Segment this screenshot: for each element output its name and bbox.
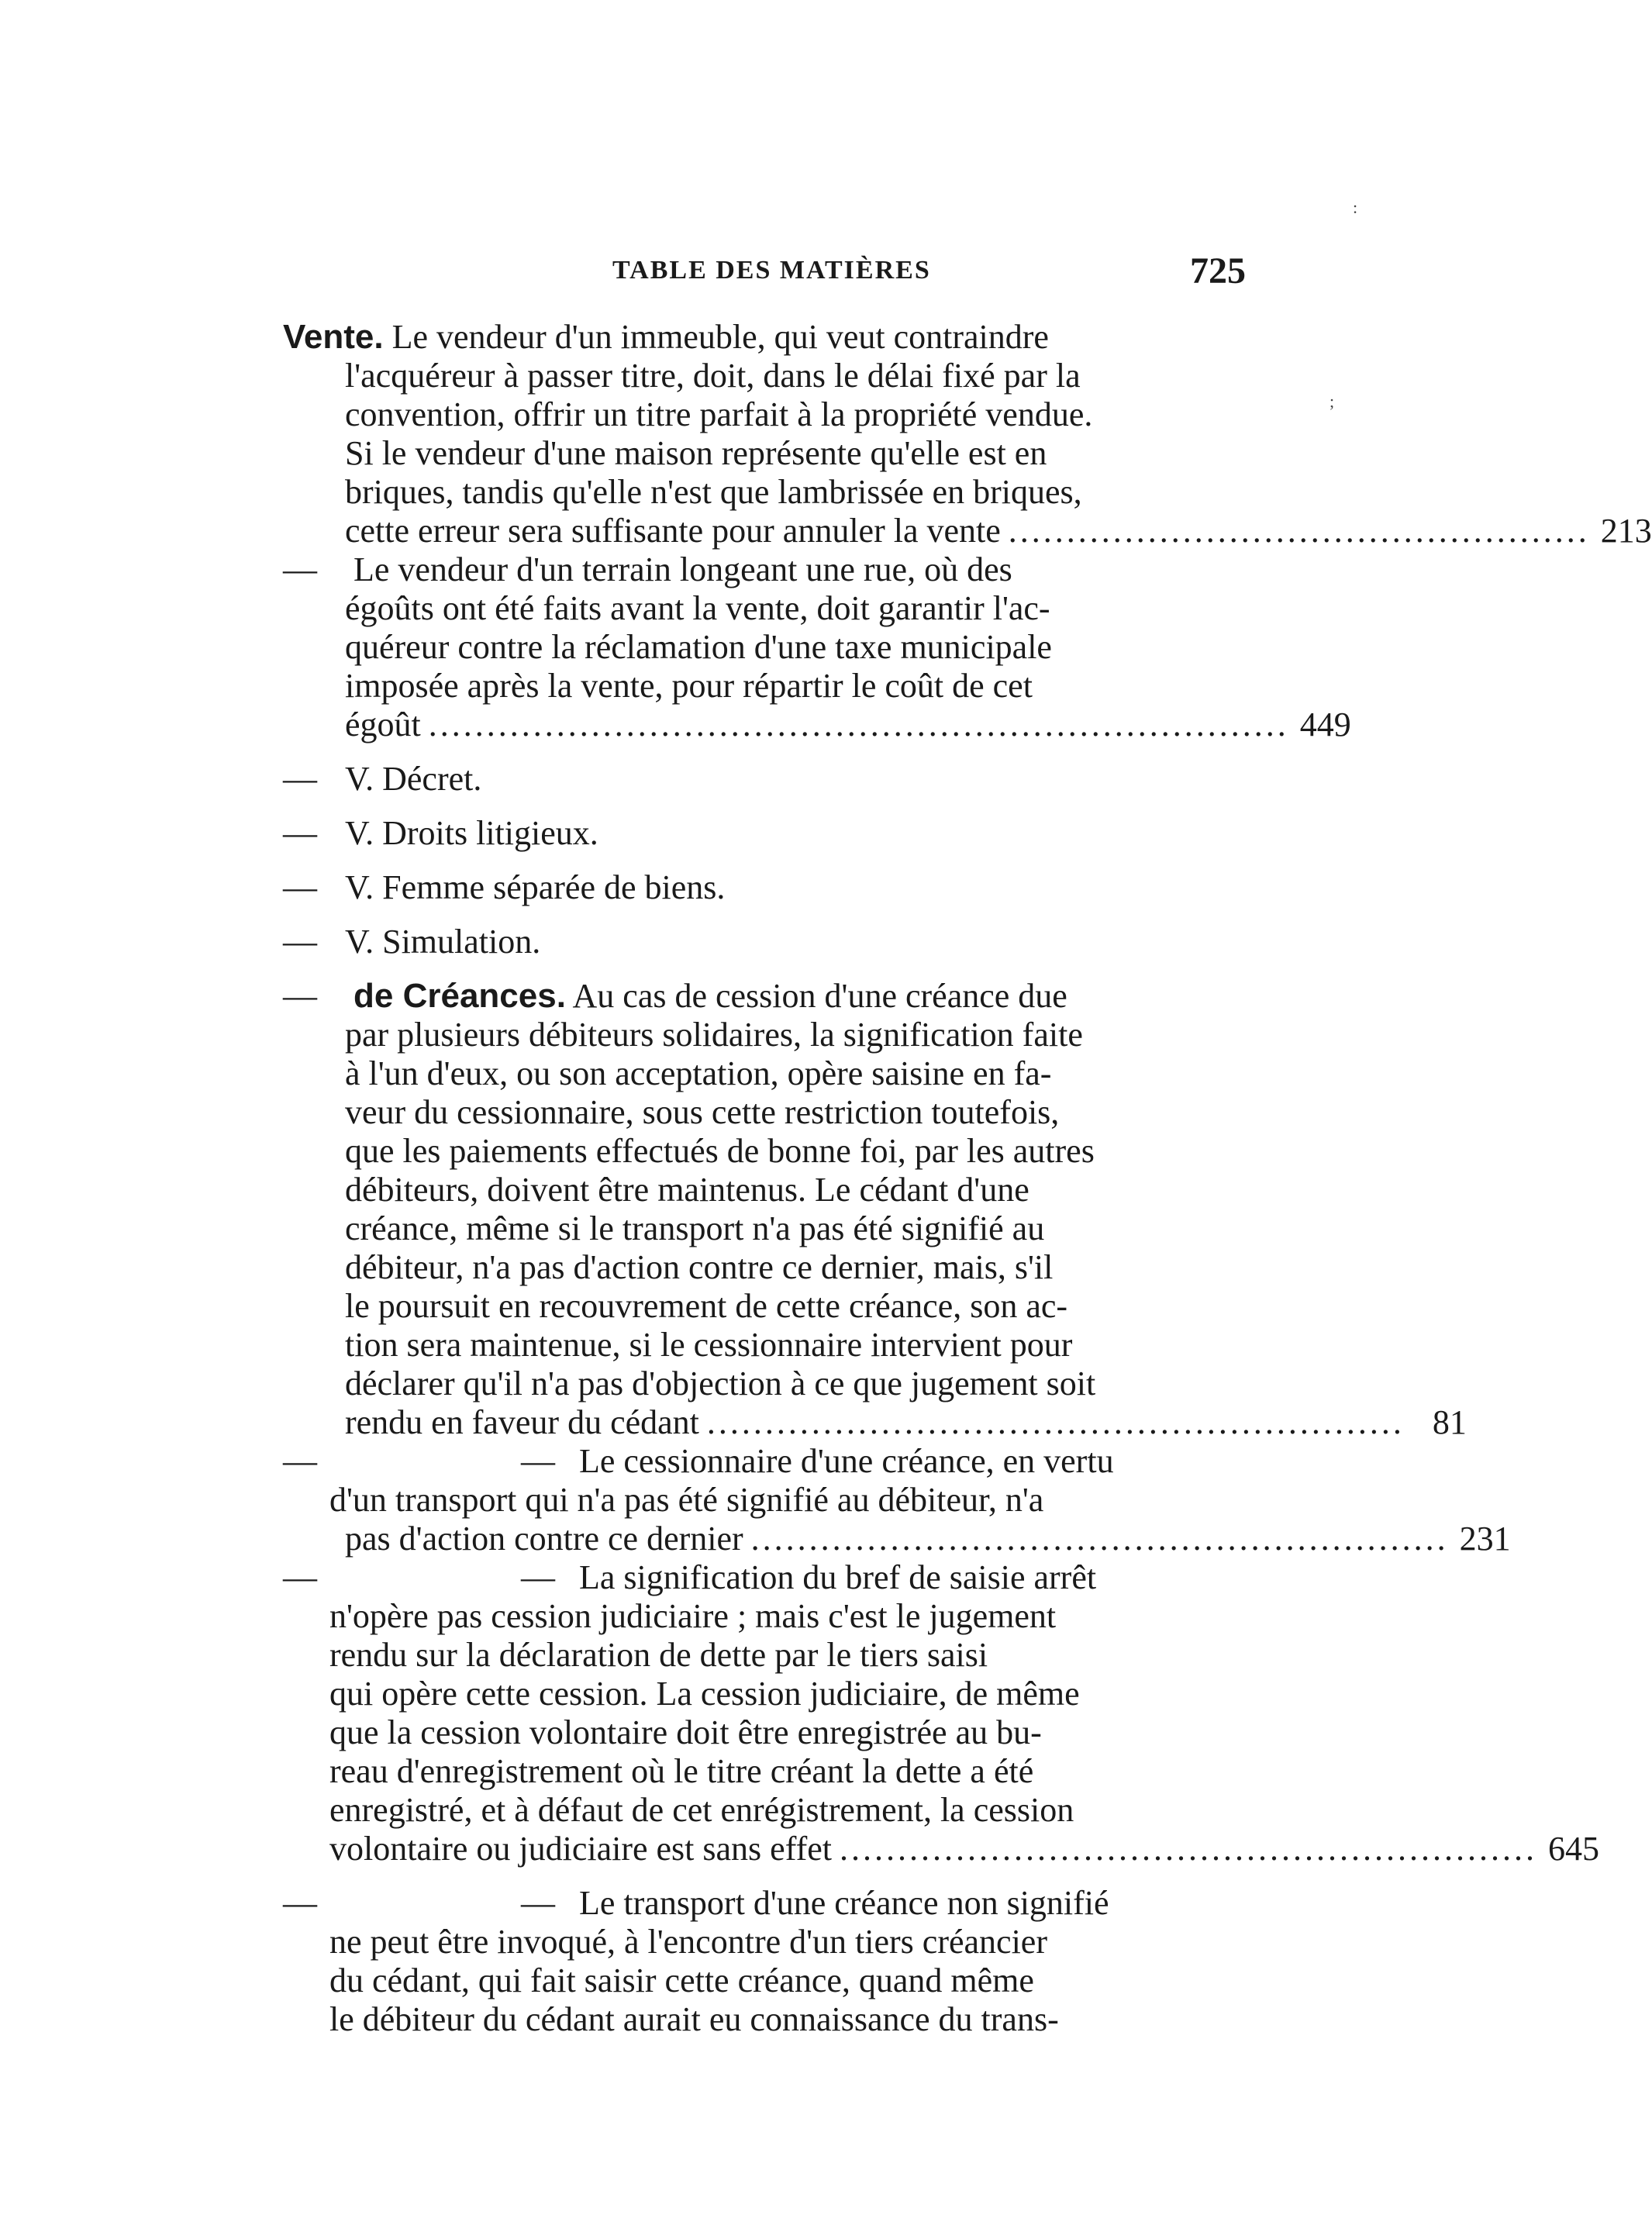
entry-text: enregistré, et à défaut de cet enrégistrement, la cession [329,1791,1074,1829]
cross-reference [283,760,1283,799]
entry-text: que la cession volontaire doit être enregistrée au bu- [329,1713,1042,1751]
entry-text: rendu sur la déclaration de dette par le tiers saisi [329,1636,988,1674]
dash-mark: — [283,760,317,798]
entry-text: quéreur contre la réclamation d'une taxe municipale [345,628,1052,666]
index-sub-entry [283,1558,1599,1868]
leader-dots: ............................................................ [750,1520,1449,1558]
index-entry-vente [283,318,1652,550]
dash-mark: — [283,1558,317,1596]
dash-mark: — [283,868,317,906]
entry-text: l'acquéreur à passer titre, doit, dans le délai fixé par la [345,357,1081,395]
leader-dots: .......................................................................... [428,706,1289,744]
leader-dots: ............................................................ [706,1403,1405,1441]
entry-text: Le cessionnaire d'une créance, en vertu [579,1442,1114,1480]
entry-heading: de Créances. [354,977,566,1015]
entry-text: par plusieurs débiteurs solidaires, la signification faite [345,1016,1083,1054]
cross-reference [283,923,1283,961]
cross-reference-text: V. Décret. [345,760,482,798]
dash-mark: — [283,1884,317,1922]
dash-mark: — [521,1442,555,1480]
entry-text: Le vendeur d'un immeuble, qui veut contraindre [391,318,1049,356]
entry-text: convention, offrir un titre parfait à la propriété vendue. [345,395,1093,433]
entry-text: d'un transport qui n'a pas été signifié au débiteur, n'a [329,1481,1044,1519]
entry-text: reau d'enregistrement où le titre créant la dette a été [329,1752,1034,1790]
entry-text: La signification du bref de saisie arrêt [579,1558,1097,1596]
dash-mark: — [283,977,317,1015]
leader-dots: ............................................................ [839,1830,1537,1868]
entry-text: débiteurs, doivent être maintenus. Le cédant d'une [345,1171,1029,1209]
cross-reference-text: V. Droits litigieux. [345,814,598,852]
dash-mark: — [283,1442,317,1480]
entry-text: imposée après la vente, pour répartir le coût de cet [345,667,1033,705]
margin-mark: : [1353,198,1358,217]
entry-text: déclarer qu'il n'a pas d'objection à ce que jugement soit [345,1365,1096,1402]
page-reference: 213 [1600,512,1652,550]
dash-mark: — [521,1884,555,1922]
index-column [283,318,1652,2039]
entry-text: le poursuit en recouvrement de cette créance, son ac- [345,1287,1068,1325]
entry-text: que les paiements effectués de bonne foi, par les autres [345,1132,1095,1170]
entry-text: tion sera maintenue, si le cessionnaire intervient pour [345,1326,1073,1364]
index-sub-entry [283,1442,1511,1558]
cross-reference-text: V. Simulation. [345,923,541,961]
dash-mark: — [283,923,317,961]
entry-text: à l'un d'eux, ou son acceptation, opère saisine en fa- [345,1054,1052,1092]
entry-text: égoût [345,706,421,744]
entry-text: qui opère cette cession. La cession judiciaire, de même [329,1675,1080,1713]
margin-mark: ; [1330,392,1335,411]
entry-text: du cédant, qui fait saisir cette créance, quand même [329,1961,1034,1999]
index-entry-creances [283,977,1467,1442]
cross-reference [283,868,1283,907]
index-entry [283,550,1351,744]
entry-text: Au cas de cession d'une créance due [572,977,1067,1015]
dash-mark: — [521,1558,555,1596]
entry-text: Le vendeur d'un terrain longeant une rue, où des [354,550,1012,588]
entry-text: Le transport d'une créance non signifié [579,1884,1109,1922]
entry-text: volontaire ou judiciaire est sans effet [329,1830,832,1868]
page-number: 725 [1190,250,1246,292]
entry-text: pas d'action contre ce dernier [345,1520,743,1558]
entry-text: le débiteur du cédant aurait eu connaissance du trans- [329,2000,1059,2038]
page-reference: 81 [1432,1403,1467,1441]
entry-text: créance, même si le transport n'a pas été signifié au [345,1209,1045,1247]
dash-mark: — [283,814,317,852]
cross-reference [283,814,1283,853]
entry-text: briques, tandis qu'elle n'est que lambrissée en briques, [345,473,1082,511]
page-reference: 231 [1459,1520,1511,1558]
running-header-title: TABLE DES MATIÈRES [612,256,931,285]
page-reference: 449 [1299,706,1351,744]
dash-mark: — [283,550,317,588]
entry-text: Si le vendeur d'une maison représente qu'elle est en [345,434,1047,472]
entry-text: cette erreur sera suffisante pour annuler la vente [345,512,1001,550]
entry-text: égoûts ont été faits avant la vente, doit garantir l'ac- [345,589,1050,627]
entry-text: rendu en faveur du cédant [345,1403,699,1441]
index-sub-entry [283,1884,1283,2039]
entry-text: n'opère pas cession judiciaire ; mais c'est le jugement [329,1597,1057,1635]
entry-text: veur du cessionnaire, sous cette restriction toutefois, [345,1093,1060,1131]
entry-text: ne peut être invoqué, à l'encontre d'un tiers créancier [329,1923,1047,1961]
page-reference: 645 [1547,1830,1599,1868]
entry-heading: Vente. [283,318,384,356]
leader-dots: .................................................. [1008,512,1590,550]
entry-text: débiteur, n'a pas d'action contre ce dernier, mais, s'il [345,1248,1054,1286]
cross-reference-text: V. Femme séparée de biens. [345,868,726,906]
